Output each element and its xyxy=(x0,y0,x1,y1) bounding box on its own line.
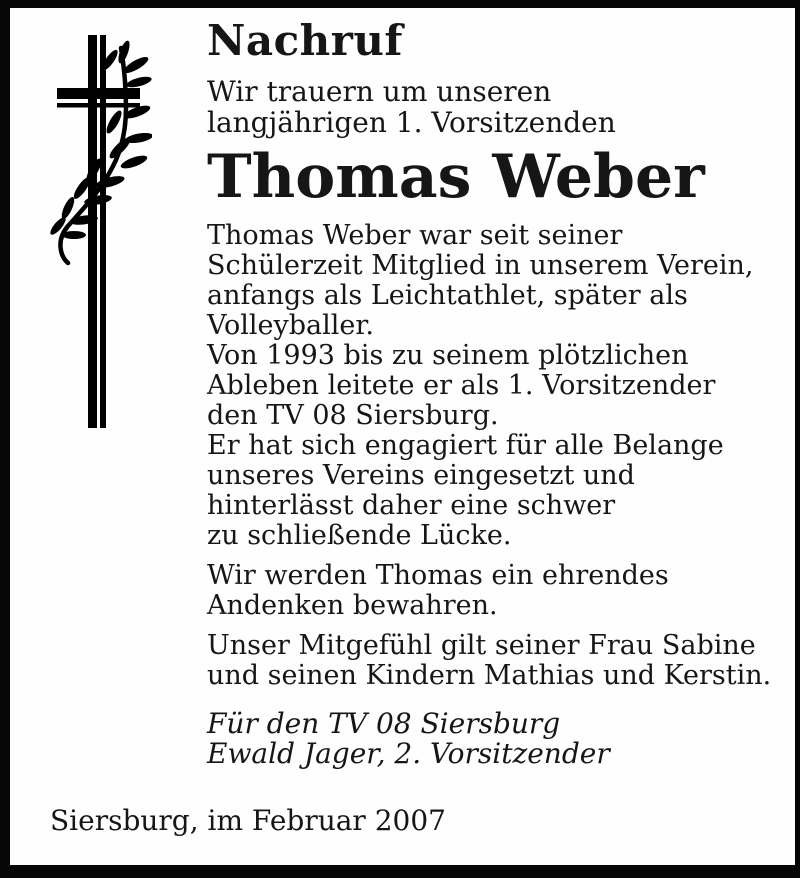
cross-and-palm-branch-icon xyxy=(42,30,152,430)
intro-text: Wir trauern um unseren langjährigen 1. Vorsitzenden xyxy=(207,75,616,139)
place-dateline: Siersburg, im Februar 2007 xyxy=(50,804,446,837)
notice-sheet xyxy=(10,8,795,865)
obituary-main-paragraph: Thomas Weber war seit seiner Schülerzeit Mitglied in unserem Verein, anfangs als Leichtathlet, später als Volleyballer. Von 1993 bis zu seinem plötzlichen Ableben leitete er als 1. Vorsitzender den TV 08 Siersburg. Er hat sich engagiert für alle Belange unseres Vereins eingesetzt und hinterlässt daher eine schwer zu schließende Lücke. xyxy=(207,220,754,551)
deceased-name: Thomas Weber xyxy=(207,142,705,212)
notice-content xyxy=(207,8,795,769)
condolence-paragraph: Unser Mitgefühl gilt seiner Frau Sabine und seinen Kindern Mathias und Kerstin. xyxy=(207,630,772,691)
remembrance-paragraph: Wir werden Thomas ein ehrendes Andenken bewahren. xyxy=(207,560,669,621)
notice-title: Nachruf xyxy=(207,16,403,65)
signature-block: Für den TV 08 Siersburg Ewald Jager, 2. Vorsitzender xyxy=(207,707,610,770)
